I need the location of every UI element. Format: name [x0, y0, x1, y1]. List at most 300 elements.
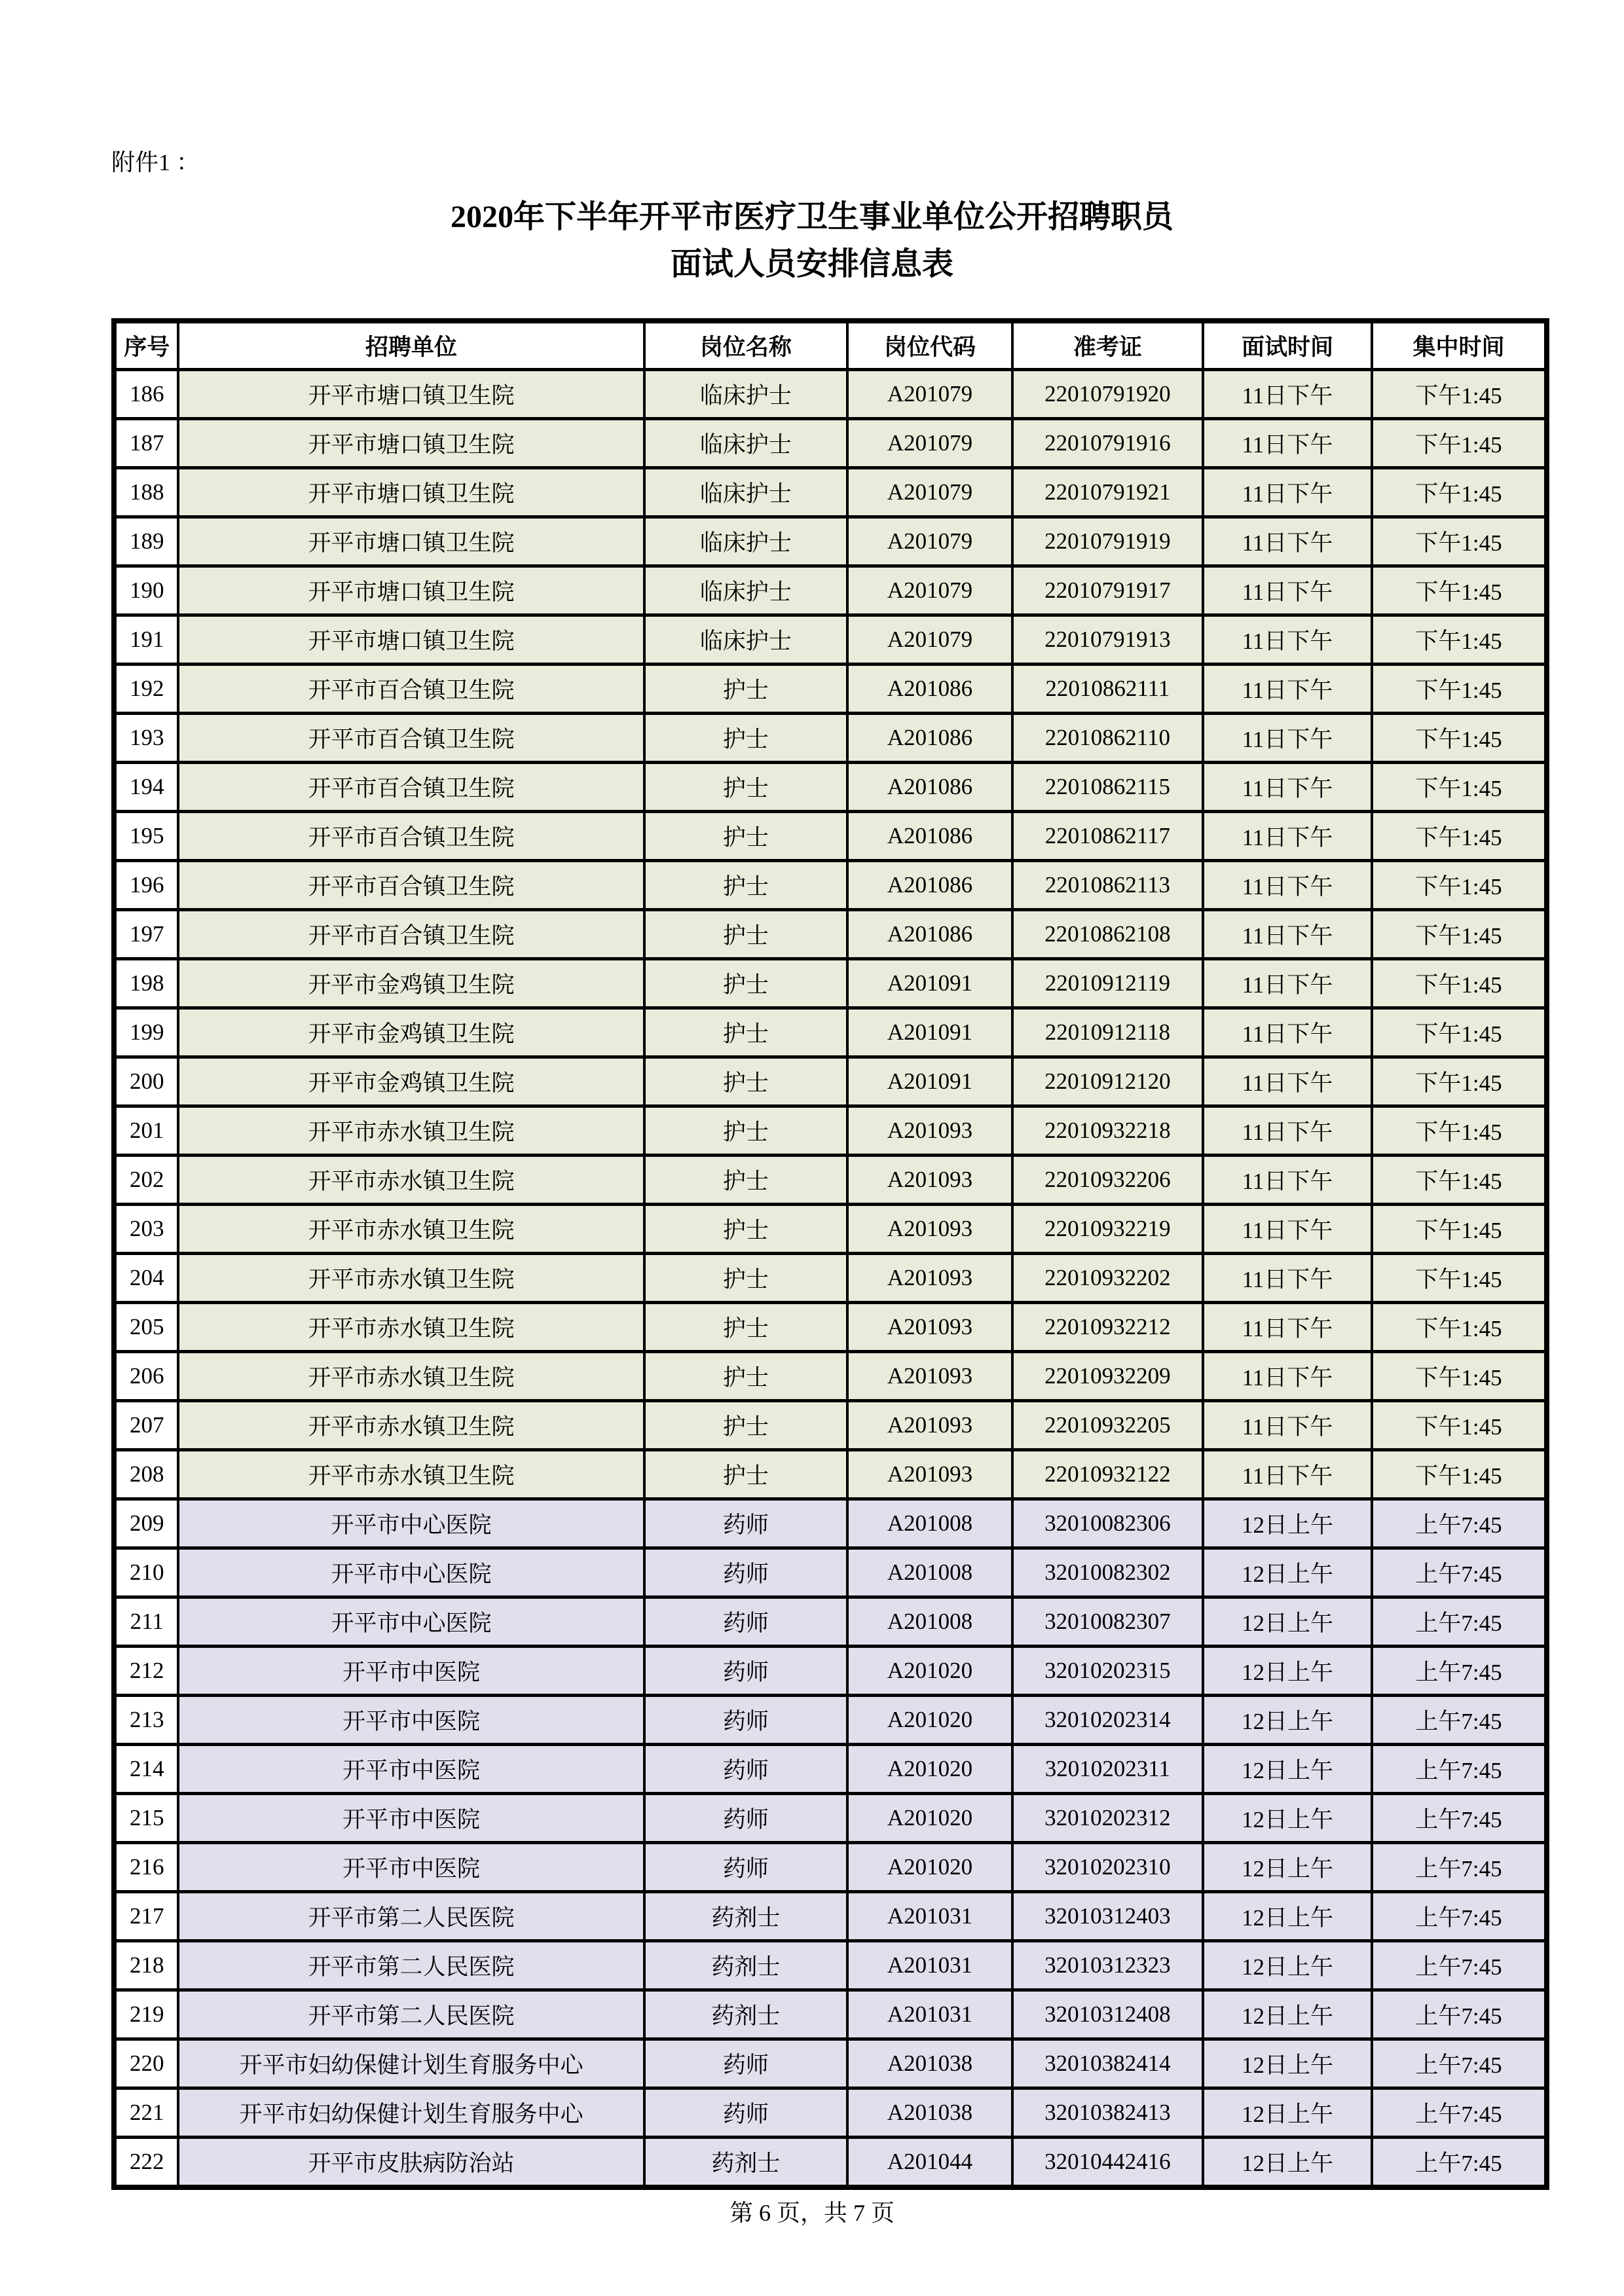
cell-interview_time: 12日上午 — [1203, 1499, 1372, 1548]
cell-position: 药剂士 — [644, 1990, 848, 2039]
cell-assembly_time: 上午7:45 — [1372, 1794, 1547, 1843]
cell-assembly_time: 下午1:45 — [1372, 1156, 1547, 1205]
cell-no: 205 — [114, 1303, 178, 1352]
cell-code: A201093 — [847, 1303, 1012, 1352]
table-row — [114, 1597, 1547, 1647]
cell-no: 214 — [114, 1745, 178, 1794]
cell-position: 药剂士 — [644, 2138, 848, 2188]
cell-code: A201020 — [847, 1745, 1012, 1794]
cell-interview_time: 11日下午 — [1203, 812, 1372, 861]
cell-no: 196 — [114, 861, 178, 910]
cell-assembly_time: 下午1:45 — [1372, 714, 1547, 763]
cell-interview_time: 11日下午 — [1203, 714, 1372, 763]
cell-interview_time: 12日上午 — [1203, 2088, 1372, 2138]
cell-unit: 开平市百合镇卫生院 — [178, 714, 644, 763]
cell-code: A201008 — [847, 1597, 1012, 1647]
table-row — [114, 1843, 1547, 1892]
cell-ticket: 32010202315 — [1012, 1647, 1203, 1696]
cell-interview_time: 11日下午 — [1203, 566, 1372, 615]
cell-unit: 开平市妇幼保健计划生育服务中心 — [178, 2039, 644, 2088]
cell-interview_time: 12日上午 — [1203, 1990, 1372, 2039]
cell-ticket: 32010382414 — [1012, 2039, 1203, 2088]
cell-position: 护士 — [644, 861, 848, 910]
cell-code: A201093 — [847, 1254, 1012, 1303]
table-row — [114, 1008, 1547, 1057]
column-header-position: 岗位名称 — [644, 321, 848, 370]
cell-interview_time: 11日下午 — [1203, 517, 1372, 566]
cell-unit: 开平市赤水镇卫生院 — [178, 1254, 644, 1303]
table-row — [114, 1548, 1547, 1597]
cell-unit: 开平市塘口镇卫生院 — [178, 419, 644, 468]
cell-unit: 开平市赤水镇卫生院 — [178, 1352, 644, 1401]
cell-unit: 开平市塘口镇卫生院 — [178, 566, 644, 615]
cell-unit: 开平市百合镇卫生院 — [178, 910, 644, 959]
cell-no: 192 — [114, 665, 178, 714]
table-row — [114, 1303, 1547, 1352]
cell-position: 护士 — [644, 763, 848, 812]
cell-unit: 开平市塘口镇卫生院 — [178, 517, 644, 566]
cell-no: 208 — [114, 1450, 178, 1499]
cell-no: 207 — [114, 1401, 178, 1450]
cell-unit: 开平市赤水镇卫生院 — [178, 1401, 644, 1450]
cell-assembly_time: 下午1:45 — [1372, 665, 1547, 714]
cell-code: A201093 — [847, 1401, 1012, 1450]
cell-no: 212 — [114, 1647, 178, 1696]
cell-assembly_time: 下午1:45 — [1372, 959, 1547, 1008]
cell-ticket: 32010202311 — [1012, 1745, 1203, 1794]
cell-interview_time: 11日下午 — [1203, 861, 1372, 910]
cell-no: 203 — [114, 1205, 178, 1254]
cell-ticket: 22010862110 — [1012, 714, 1203, 763]
cell-code: A201079 — [847, 517, 1012, 566]
cell-code: A201044 — [847, 2138, 1012, 2188]
cell-no: 200 — [114, 1057, 178, 1106]
cell-code: A201086 — [847, 861, 1012, 910]
cell-assembly_time: 下午1:45 — [1372, 370, 1547, 419]
table-row — [114, 370, 1547, 419]
cell-assembly_time: 上午7:45 — [1372, 1499, 1547, 1548]
cell-assembly_time: 下午1:45 — [1372, 1401, 1547, 1450]
cell-no: 191 — [114, 615, 178, 665]
table-row — [114, 2088, 1547, 2138]
cell-ticket: 32010082306 — [1012, 1499, 1203, 1548]
cell-unit: 开平市赤水镇卫生院 — [178, 1450, 644, 1499]
table-row — [114, 566, 1547, 615]
cell-ticket: 32010202312 — [1012, 1794, 1203, 1843]
cell-unit: 开平市塘口镇卫生院 — [178, 370, 644, 419]
cell-assembly_time: 下午1:45 — [1372, 1057, 1547, 1106]
cell-no: 221 — [114, 2088, 178, 2138]
cell-ticket: 22010912119 — [1012, 959, 1203, 1008]
cell-code: A201093 — [847, 1205, 1012, 1254]
cell-assembly_time: 下午1:45 — [1372, 861, 1547, 910]
cell-code: A201086 — [847, 714, 1012, 763]
cell-ticket: 22010791921 — [1012, 468, 1203, 517]
cell-code: A201086 — [847, 812, 1012, 861]
cell-no: 216 — [114, 1843, 178, 1892]
cell-assembly_time: 下午1:45 — [1372, 1450, 1547, 1499]
document-title-line2: 面试人员安排信息表 — [670, 247, 953, 282]
table-row — [114, 419, 1547, 468]
cell-code: A201093 — [847, 1352, 1012, 1401]
cell-ticket: 32010082302 — [1012, 1548, 1203, 1597]
cell-ticket: 22010791920 — [1012, 370, 1203, 419]
cell-no: 220 — [114, 2039, 178, 2088]
cell-position: 护士 — [644, 1450, 848, 1499]
cell-unit: 开平市中心医院 — [178, 1597, 644, 1647]
cell-code: A201038 — [847, 2039, 1012, 2088]
cell-position: 护士 — [644, 1057, 848, 1106]
table-row — [114, 812, 1547, 861]
cell-ticket: 22010932205 — [1012, 1401, 1203, 1450]
cell-no: 219 — [114, 1990, 178, 2039]
cell-no: 210 — [114, 1548, 178, 1597]
cell-assembly_time: 下午1:45 — [1372, 1254, 1547, 1303]
cell-position: 药师 — [644, 1548, 848, 1597]
cell-ticket: 32010382413 — [1012, 2088, 1203, 2138]
cell-no: 222 — [114, 2138, 178, 2188]
cell-assembly_time: 上午7:45 — [1372, 2088, 1547, 2138]
table-row — [114, 615, 1547, 665]
cell-assembly_time: 下午1:45 — [1372, 517, 1547, 566]
cell-position: 药剂士 — [644, 1941, 848, 1990]
cell-unit: 开平市赤水镇卫生院 — [178, 1156, 644, 1205]
cell-no: 194 — [114, 763, 178, 812]
cell-assembly_time: 下午1:45 — [1372, 1205, 1547, 1254]
column-header-no: 序号 — [114, 321, 178, 370]
cell-no: 189 — [114, 517, 178, 566]
cell-interview_time: 11日下午 — [1203, 1156, 1372, 1205]
cell-unit: 开平市赤水镇卫生院 — [178, 1106, 644, 1156]
cell-assembly_time: 上午7:45 — [1372, 1647, 1547, 1696]
cell-ticket: 32010202310 — [1012, 1843, 1203, 1892]
cell-no: 190 — [114, 566, 178, 615]
table-row — [114, 1401, 1547, 1450]
cell-no: 187 — [114, 419, 178, 468]
cell-assembly_time: 上午7:45 — [1372, 1597, 1547, 1647]
cell-code: A201079 — [847, 615, 1012, 665]
table-row — [114, 1450, 1547, 1499]
cell-assembly_time: 上午7:45 — [1372, 1941, 1547, 1990]
cell-ticket: 22010791917 — [1012, 566, 1203, 615]
interview-schedule-table — [111, 318, 1549, 2190]
cell-no: 217 — [114, 1892, 178, 1941]
cell-interview_time: 11日下午 — [1203, 959, 1372, 1008]
cell-interview_time: 11日下午 — [1203, 1401, 1372, 1450]
cell-code: A201093 — [847, 1106, 1012, 1156]
cell-code: A201031 — [847, 1941, 1012, 1990]
cell-code: A201086 — [847, 910, 1012, 959]
cell-unit: 开平市第二人民医院 — [178, 1892, 644, 1941]
cell-interview_time: 11日下午 — [1203, 665, 1372, 714]
cell-code: A201038 — [847, 2088, 1012, 2138]
cell-interview_time: 11日下午 — [1203, 1106, 1372, 1156]
table-row — [114, 2138, 1547, 2188]
table-row — [114, 1057, 1547, 1106]
table-header-row — [114, 321, 1547, 370]
cell-unit: 开平市百合镇卫生院 — [178, 763, 644, 812]
table-row — [114, 1941, 1547, 1990]
cell-no: 202 — [114, 1156, 178, 1205]
cell-position: 临床护士 — [644, 566, 848, 615]
cell-ticket: 22010862117 — [1012, 812, 1203, 861]
table-row — [114, 1990, 1547, 2039]
cell-code: A201086 — [847, 665, 1012, 714]
cell-ticket: 22010791913 — [1012, 615, 1203, 665]
table-row — [114, 959, 1547, 1008]
cell-unit: 开平市中医院 — [178, 1794, 644, 1843]
cell-no: 195 — [114, 812, 178, 861]
table-row — [114, 517, 1547, 566]
table-row — [114, 2039, 1547, 2088]
cell-assembly_time: 上午7:45 — [1372, 1696, 1547, 1745]
table-row — [114, 468, 1547, 517]
table-row — [114, 1499, 1547, 1548]
cell-no: 213 — [114, 1696, 178, 1745]
cell-ticket: 22010791919 — [1012, 517, 1203, 566]
cell-unit: 开平市赤水镇卫生院 — [178, 1303, 644, 1352]
cell-code: A201020 — [847, 1647, 1012, 1696]
cell-interview_time: 12日上午 — [1203, 1696, 1372, 1745]
cell-unit: 开平市中医院 — [178, 1696, 644, 1745]
cell-position: 护士 — [644, 665, 848, 714]
cell-no: 206 — [114, 1352, 178, 1401]
cell-ticket: 22010932219 — [1012, 1205, 1203, 1254]
cell-ticket: 22010932218 — [1012, 1106, 1203, 1156]
cell-interview_time: 12日上午 — [1203, 1548, 1372, 1597]
cell-unit: 开平市百合镇卫生院 — [178, 861, 644, 910]
cell-no: 211 — [114, 1597, 178, 1647]
table-row — [114, 665, 1547, 714]
table-row — [114, 1205, 1547, 1254]
cell-code: A201079 — [847, 370, 1012, 419]
column-header-ticket: 准考证 — [1012, 321, 1203, 370]
table-row — [114, 1352, 1547, 1401]
cell-unit: 开平市赤水镇卫生院 — [178, 1205, 644, 1254]
cell-position: 护士 — [644, 1401, 848, 1450]
cell-interview_time: 12日上午 — [1203, 1892, 1372, 1941]
table-row — [114, 910, 1547, 959]
cell-assembly_time: 上午7:45 — [1372, 1745, 1547, 1794]
cell-interview_time: 12日上午 — [1203, 1941, 1372, 1990]
cell-code: A201091 — [847, 1008, 1012, 1057]
cell-ticket: 22010932202 — [1012, 1254, 1203, 1303]
cell-position: 临床护士 — [644, 370, 848, 419]
cell-unit: 开平市中医院 — [178, 1843, 644, 1892]
cell-no: 218 — [114, 1941, 178, 1990]
cell-interview_time: 11日下午 — [1203, 1008, 1372, 1057]
table-row — [114, 1254, 1547, 1303]
cell-interview_time: 11日下午 — [1203, 1057, 1372, 1106]
cell-interview_time: 11日下午 — [1203, 1352, 1372, 1401]
cell-code: A201031 — [847, 1892, 1012, 1941]
cell-interview_time: 12日上午 — [1203, 1794, 1372, 1843]
table-row — [114, 763, 1547, 812]
cell-interview_time: 11日下午 — [1203, 419, 1372, 468]
cell-position: 药师 — [644, 1647, 848, 1696]
cell-assembly_time: 下午1:45 — [1372, 1303, 1547, 1352]
cell-position: 药师 — [644, 1794, 848, 1843]
cell-interview_time: 11日下午 — [1203, 1205, 1372, 1254]
cell-no: 188 — [114, 468, 178, 517]
cell-assembly_time: 上午7:45 — [1372, 2039, 1547, 2088]
cell-ticket: 32010312403 — [1012, 1892, 1203, 1941]
cell-ticket: 22010932206 — [1012, 1156, 1203, 1205]
column-header-assembly_time: 集中时间 — [1372, 321, 1547, 370]
cell-unit: 开平市金鸡镇卫生院 — [178, 959, 644, 1008]
cell-position: 护士 — [644, 959, 848, 1008]
cell-assembly_time: 上午7:45 — [1372, 1892, 1547, 1941]
cell-assembly_time: 上午7:45 — [1372, 2138, 1547, 2188]
cell-no: 197 — [114, 910, 178, 959]
cell-code: A201079 — [847, 468, 1012, 517]
cell-assembly_time: 下午1:45 — [1372, 1106, 1547, 1156]
cell-ticket: 22010862111 — [1012, 665, 1203, 714]
cell-position: 临床护士 — [644, 468, 848, 517]
table-row — [114, 1745, 1547, 1794]
cell-interview_time: 11日下午 — [1203, 615, 1372, 665]
cell-position: 护士 — [644, 910, 848, 959]
cell-code: A201020 — [847, 1843, 1012, 1892]
cell-position: 药师 — [644, 1696, 848, 1745]
cell-assembly_time: 上午7:45 — [1372, 1548, 1547, 1597]
cell-position: 护士 — [644, 1254, 848, 1303]
cell-interview_time: 12日上午 — [1203, 1597, 1372, 1647]
cell-unit: 开平市中心医院 — [178, 1548, 644, 1597]
cell-no: 215 — [114, 1794, 178, 1843]
cell-position: 药师 — [644, 1499, 848, 1548]
cell-position: 护士 — [644, 812, 848, 861]
cell-code: A201091 — [847, 959, 1012, 1008]
cell-ticket: 22010932212 — [1012, 1303, 1203, 1352]
cell-assembly_time: 下午1:45 — [1372, 812, 1547, 861]
attachment-label: 附件1 ： — [111, 149, 200, 175]
cell-unit: 开平市百合镇卫生院 — [178, 665, 644, 714]
cell-interview_time: 12日上午 — [1203, 1647, 1372, 1696]
cell-ticket: 22010791916 — [1012, 419, 1203, 468]
cell-position: 临床护士 — [644, 615, 848, 665]
cell-ticket: 32010312408 — [1012, 1990, 1203, 2039]
cell-assembly_time: 下午1:45 — [1372, 763, 1547, 812]
cell-unit: 开平市中医院 — [178, 1745, 644, 1794]
cell-ticket: 22010862113 — [1012, 861, 1203, 910]
cell-unit: 开平市第二人民医院 — [178, 1990, 644, 2039]
cell-position: 药师 — [644, 1597, 848, 1647]
cell-ticket: 32010082307 — [1012, 1597, 1203, 1647]
cell-position: 护士 — [644, 1106, 848, 1156]
cell-interview_time: 11日下午 — [1203, 370, 1372, 419]
table-row — [114, 1794, 1547, 1843]
cell-position: 护士 — [644, 1008, 848, 1057]
cell-assembly_time: 上午7:45 — [1372, 1990, 1547, 2039]
cell-ticket: 32010202314 — [1012, 1696, 1203, 1745]
cell-ticket: 22010862115 — [1012, 763, 1203, 812]
table-row — [114, 1696, 1547, 1745]
cell-ticket: 22010912118 — [1012, 1008, 1203, 1057]
cell-code: A201008 — [847, 1548, 1012, 1597]
column-header-unit: 招聘单位 — [178, 321, 644, 370]
cell-position: 临床护士 — [644, 419, 848, 468]
cell-position: 药剂士 — [644, 1892, 848, 1941]
page-number: 第 6 页，共 7 页 — [729, 2200, 895, 2226]
cell-ticket: 32010442416 — [1012, 2138, 1203, 2188]
cell-assembly_time: 下午1:45 — [1372, 910, 1547, 959]
cell-assembly_time: 下午1:45 — [1372, 419, 1547, 468]
cell-position: 药师 — [644, 2088, 848, 2138]
table-row — [114, 1647, 1547, 1696]
cell-unit: 开平市金鸡镇卫生院 — [178, 1057, 644, 1106]
cell-ticket: 22010862108 — [1012, 910, 1203, 959]
cell-unit: 开平市皮肤病防治站 — [178, 2138, 644, 2188]
cell-code: A201008 — [847, 1499, 1012, 1548]
cell-position: 药师 — [644, 2039, 848, 2088]
cell-code: A201020 — [847, 1794, 1012, 1843]
document-title — [0, 194, 1624, 288]
cell-interview_time: 11日下午 — [1203, 1450, 1372, 1499]
column-header-interview_time: 面试时间 — [1203, 321, 1372, 370]
cell-ticket: 22010932209 — [1012, 1352, 1203, 1401]
cell-no: 199 — [114, 1008, 178, 1057]
cell-code: A201079 — [847, 566, 1012, 615]
cell-unit: 开平市百合镇卫生院 — [178, 812, 644, 861]
cell-code: A201091 — [847, 1057, 1012, 1106]
table-row — [114, 714, 1547, 763]
cell-interview_time: 11日下午 — [1203, 910, 1372, 959]
cell-assembly_time: 下午1:45 — [1372, 468, 1547, 517]
cell-unit: 开平市塘口镇卫生院 — [178, 615, 644, 665]
cell-code: A201020 — [847, 1696, 1012, 1745]
table-row — [114, 1156, 1547, 1205]
cell-assembly_time: 下午1:45 — [1372, 1008, 1547, 1057]
cell-interview_time: 12日上午 — [1203, 1745, 1372, 1794]
cell-code: A201093 — [847, 1450, 1012, 1499]
cell-interview_time: 11日下午 — [1203, 763, 1372, 812]
cell-ticket: 22010912120 — [1012, 1057, 1203, 1106]
cell-no: 209 — [114, 1499, 178, 1548]
cell-code: A201093 — [847, 1156, 1012, 1205]
document-title-line1: 2020年下半年开平市医疗卫生事业单位公开招聘职员 — [450, 200, 1173, 234]
cell-no: 204 — [114, 1254, 178, 1303]
cell-position: 护士 — [644, 1156, 848, 1205]
cell-assembly_time: 下午1:45 — [1372, 566, 1547, 615]
cell-position: 护士 — [644, 1303, 848, 1352]
cell-interview_time: 11日下午 — [1203, 1254, 1372, 1303]
cell-assembly_time: 上午7:45 — [1372, 1843, 1547, 1892]
cell-code: A201031 — [847, 1990, 1012, 2039]
cell-no: 186 — [114, 370, 178, 419]
cell-no: 198 — [114, 959, 178, 1008]
cell-position: 药师 — [644, 1745, 848, 1794]
table-row — [114, 1892, 1547, 1941]
cell-interview_time: 12日上午 — [1203, 1843, 1372, 1892]
cell-interview_time: 12日上午 — [1203, 2039, 1372, 2088]
table-row — [114, 861, 1547, 910]
cell-assembly_time: 下午1:45 — [1372, 1352, 1547, 1401]
cell-position: 护士 — [644, 1352, 848, 1401]
cell-unit: 开平市塘口镇卫生院 — [178, 468, 644, 517]
cell-code: A201086 — [847, 763, 1012, 812]
cell-ticket: 22010932122 — [1012, 1450, 1203, 1499]
cell-interview_time: 11日下午 — [1203, 1303, 1372, 1352]
cell-no: 201 — [114, 1106, 178, 1156]
table-row — [114, 1106, 1547, 1156]
cell-unit: 开平市金鸡镇卫生院 — [178, 1008, 644, 1057]
cell-unit: 开平市第二人民医院 — [178, 1941, 644, 1990]
cell-position: 护士 — [644, 1205, 848, 1254]
cell-code: A201079 — [847, 419, 1012, 468]
cell-position: 护士 — [644, 714, 848, 763]
cell-assembly_time: 下午1:45 — [1372, 615, 1547, 665]
